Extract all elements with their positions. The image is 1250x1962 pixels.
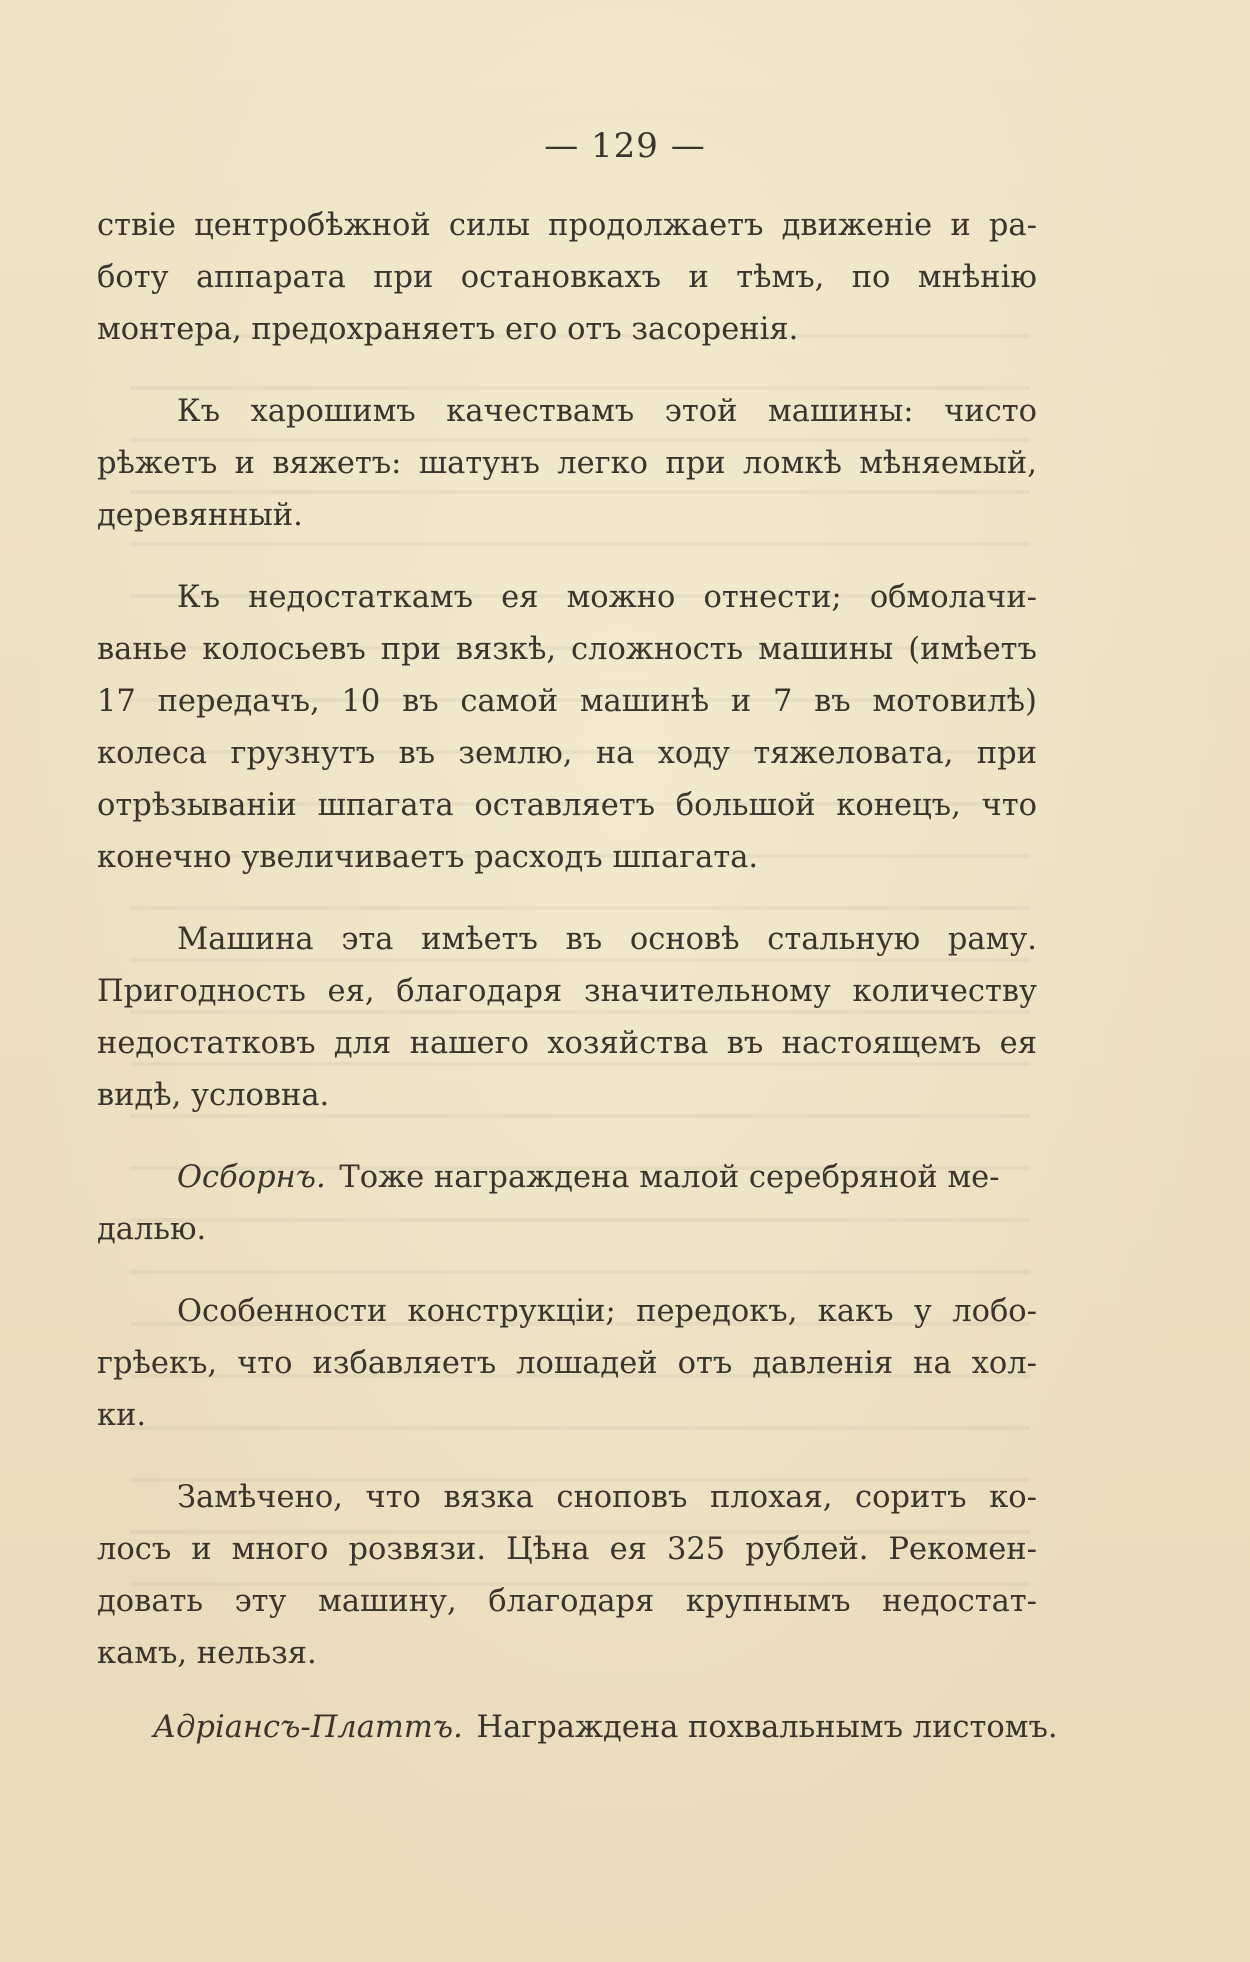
word: вяжетъ:: [272, 446, 402, 481]
word: для: [333, 1026, 392, 1061]
line-text: деревянный.: [97, 498, 303, 533]
word: въ: [726, 1026, 764, 1061]
word: мотовилѣ): [872, 684, 1037, 719]
word: передокъ,: [636, 1294, 798, 1329]
word: самой: [460, 684, 559, 719]
word: боту: [97, 260, 169, 295]
word: отрѣзываніи: [97, 788, 297, 823]
word: можно: [566, 580, 676, 615]
word: много: [231, 1532, 329, 1567]
word: машинѣ: [579, 684, 710, 719]
word: 10: [341, 684, 381, 719]
word: благодаря: [396, 974, 563, 1009]
word: лобо-: [952, 1294, 1037, 1329]
word: хозяйства: [547, 1026, 709, 1061]
word: шпагата: [317, 788, 454, 823]
word: и: [730, 684, 752, 719]
word: грѣекъ,: [97, 1346, 218, 1381]
line-text: монтера, предохраняетъ его отъ засоренія.: [97, 312, 799, 347]
word: конструкціи;: [407, 1294, 616, 1329]
text-line: [97, 1018, 1037, 1070]
word: эту: [234, 1584, 287, 1619]
word: Къ: [177, 394, 221, 429]
word: въ: [814, 684, 851, 719]
text-line: [97, 386, 1037, 438]
machine-name: Адріансъ-Платтъ.: [153, 1710, 463, 1745]
text-line: [97, 200, 1037, 252]
word: грузнутъ: [230, 736, 376, 771]
text-line: [97, 728, 1037, 780]
word: оставляетъ: [474, 788, 656, 823]
word: на: [595, 736, 635, 771]
word: довать: [97, 1584, 203, 1619]
word: ея: [501, 580, 539, 615]
word: Къ: [177, 580, 221, 615]
word: и: [234, 446, 255, 481]
word: (имѣетъ: [908, 632, 1037, 667]
word: въ: [398, 736, 436, 771]
word: колеса: [97, 736, 208, 771]
text-line: [97, 572, 1037, 624]
word: 17: [97, 684, 136, 719]
word: шатунъ: [418, 446, 540, 481]
body-text: [97, 200, 1058, 1754]
line-text: Тоже награждена малой серебряной ме-: [339, 1160, 1000, 1195]
word: розвязи.: [348, 1532, 487, 1567]
word: этой: [664, 394, 738, 429]
word: раму.: [947, 922, 1037, 957]
word: харошимъ: [250, 394, 416, 429]
word: въ: [565, 922, 603, 957]
word: значительному: [583, 974, 831, 1009]
word: машины:: [768, 394, 914, 429]
word: хол-: [971, 1346, 1037, 1381]
word: сложность: [571, 632, 744, 667]
word: рублей.: [745, 1532, 869, 1567]
word: и: [191, 1532, 212, 1567]
machine-name: Осборнъ.: [177, 1160, 326, 1195]
word: отнести;: [703, 580, 842, 615]
word: мѣняемый,: [859, 446, 1037, 481]
text-line: [97, 1070, 1037, 1122]
word: какъ: [817, 1294, 894, 1329]
word: что: [365, 1480, 421, 1515]
word: что: [237, 1346, 293, 1381]
word: вязка: [443, 1480, 534, 1515]
word: ра-: [988, 208, 1037, 243]
word: имѣетъ: [421, 922, 538, 957]
word: легко: [557, 446, 649, 481]
word: ея: [609, 1532, 647, 1567]
word: основѣ: [629, 922, 740, 957]
word: въ: [402, 684, 439, 719]
word: 325: [666, 1532, 726, 1567]
word: давленія: [752, 1346, 894, 1381]
word: отъ: [677, 1346, 733, 1381]
text-line: [97, 1390, 1037, 1442]
text-line: [97, 1204, 1037, 1256]
word: Замѣчено,: [177, 1480, 343, 1515]
word: машину,: [318, 1584, 457, 1619]
text-line: [97, 1628, 1037, 1680]
word: при: [976, 736, 1037, 771]
text-line: [97, 1472, 1037, 1524]
word: обмолачи-: [869, 580, 1037, 615]
word: землю,: [458, 736, 573, 771]
word: настоящемъ: [781, 1026, 982, 1061]
word: остановкахъ: [460, 260, 662, 295]
word: передачъ,: [157, 684, 320, 719]
word: конецъ,: [836, 788, 961, 823]
word: большой: [675, 788, 816, 823]
word: Цѣна: [506, 1532, 590, 1567]
word: стальную: [767, 922, 921, 957]
page-number: — 129 —: [544, 126, 706, 166]
word: количеству: [852, 974, 1037, 1009]
word: при: [380, 632, 441, 667]
word: и: [688, 260, 709, 295]
word: вязкѣ,: [455, 632, 557, 667]
word: машины: [758, 632, 894, 667]
word: тяжеловата,: [753, 736, 954, 771]
word: аппарата: [195, 260, 346, 295]
word: Особенности: [177, 1294, 388, 1329]
line-text: ки.: [97, 1398, 147, 1433]
word: ко-: [989, 1480, 1037, 1515]
word: нашего: [409, 1026, 529, 1061]
word: по: [851, 260, 891, 295]
word: что: [981, 788, 1037, 823]
word: ея,: [327, 974, 375, 1009]
word: ломкѣ: [742, 446, 842, 481]
word: избавляетъ: [312, 1346, 497, 1381]
word: ванье: [97, 632, 188, 667]
word: 7: [772, 684, 793, 719]
word: при: [665, 446, 726, 481]
word: недостаткамъ: [248, 580, 474, 615]
word: колосьевъ: [202, 632, 366, 667]
word: силы: [448, 208, 530, 243]
line-text: Награждена похвальнымъ листомъ.: [476, 1710, 1058, 1745]
text-line: [97, 304, 1037, 356]
text-line: [97, 966, 1037, 1018]
text-line: [97, 490, 1037, 542]
line-text: камъ, нельзя.: [97, 1636, 317, 1671]
word: плохая,: [710, 1480, 833, 1515]
word: соритъ: [855, 1480, 967, 1515]
text-line: [97, 676, 1037, 728]
word: центробѣжной: [194, 208, 431, 243]
text-line: [97, 1702, 1058, 1754]
word: недостатковъ: [97, 1026, 316, 1061]
text-line: [97, 780, 1037, 832]
line-text: конечно увеличиваетъ расходъ шпагата.: [97, 840, 759, 875]
word: крупнымъ: [685, 1584, 851, 1619]
line-text: далью.: [97, 1212, 207, 1247]
word: ходу: [657, 736, 730, 771]
word: и: [950, 208, 971, 243]
word: сноповъ: [556, 1480, 688, 1515]
text-line: [97, 1576, 1037, 1628]
text-line: [97, 914, 1037, 966]
word: лосъ: [97, 1532, 172, 1567]
text-line: [97, 832, 1037, 884]
word: ствіе: [97, 208, 176, 243]
word: мнѣнію: [917, 260, 1037, 295]
word: при: [373, 260, 434, 295]
word: у: [913, 1294, 932, 1329]
text-line: [97, 1152, 1037, 1204]
text-line: [97, 1524, 1037, 1576]
text-line: [97, 624, 1037, 676]
word: благодаря: [488, 1584, 655, 1619]
word: качествамъ: [446, 394, 635, 429]
text-line: [97, 252, 1037, 304]
word: тѣмъ,: [736, 260, 825, 295]
word: продолжаетъ: [548, 208, 764, 243]
word: Машина: [177, 922, 314, 957]
word: чисто: [944, 394, 1037, 429]
text-line: [97, 438, 1037, 490]
word: рѣжетъ: [97, 446, 218, 481]
word: ея: [999, 1026, 1037, 1061]
word: на: [913, 1346, 952, 1381]
word: движеніе: [781, 208, 933, 243]
word: недостат-: [882, 1584, 1037, 1619]
word: Пригодность: [97, 974, 306, 1009]
line-text: видѣ, условна.: [97, 1078, 330, 1113]
word: Рекомен-: [888, 1532, 1037, 1567]
word: лошадей: [516, 1346, 658, 1381]
text-line: [97, 1338, 1037, 1390]
word: эта: [341, 922, 394, 957]
text-line: [97, 1286, 1037, 1338]
